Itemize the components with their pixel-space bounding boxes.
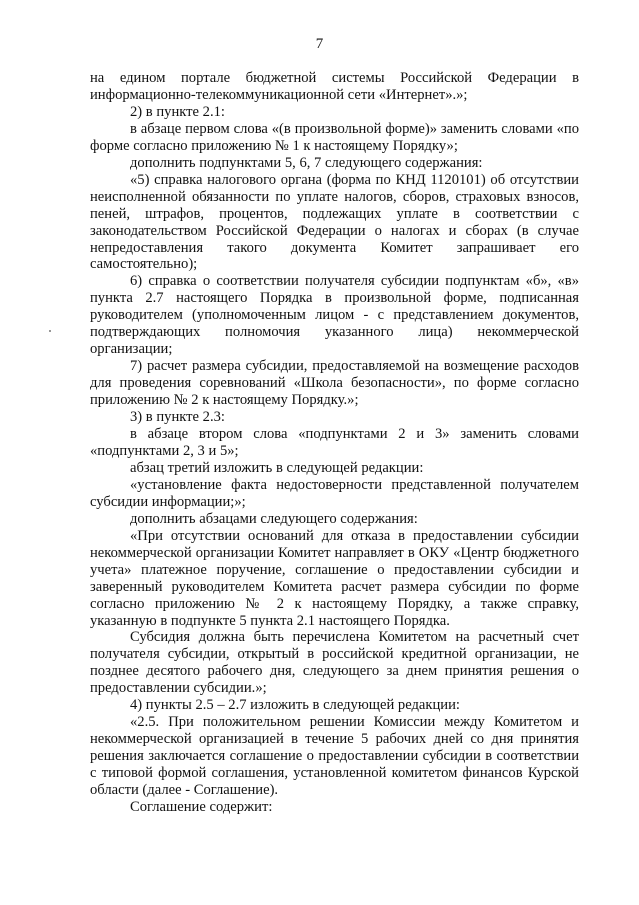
paragraph-add-subitems: дополнить подпунктами 5, 6, 7 следующего содержания: bbox=[130, 154, 483, 171]
paragraph-replace-words: в абзаце первом слова «(в произвольной форме)» заменить словами «по форме согласно приложению № 1 к настоящему Порядку»; bbox=[90, 120, 579, 154]
paragraph-subitem-5: «5) справка налогового органа (форма по КНД 1120101) об отсутствии неисполненной обязанности по уплате налогов, сборов, страховых взносов, пеней, штрафов, процентов, подлежащих уплате в соответствии с законодательством Российской Федерации о налогах и сборах (в случае непредоставления такого документа Комитет запрашивает его самостоятельно); bbox=[90, 171, 579, 273]
paragraph-third-abzac: абзац третий изложить в следующей редакции: bbox=[130, 459, 424, 476]
paragraph-item-4: 4) пункты 2.5 – 2.7 изложить в следующей редакции: bbox=[130, 697, 460, 714]
paragraph-add-abzacs: дополнить абзацами следующего содержания: bbox=[130, 510, 418, 527]
paragraph-no-grounds: «При отсутствии оснований для отказа в предоставлении субсидии некоммерческой организации Комитет направляет в ОКУ «Центр бюджетного учета» платежное поручение, соглашение о предоставлении субсидии и заверенный руководителем Комитета расчет размера субсидии по форме согласно приложению № 2 к настоящему Порядку, а также справку, указанную в подпункте 5 пункта 2.1 настоящего Порядка. bbox=[90, 527, 579, 629]
document-body bbox=[90, 70, 579, 816]
paragraph-subitem-7: 7) расчет размера субсидии, предоставляемой на возмещение расходов для проведения соревнований «Школа безопасности», по форме согласно приложению № 2 к настоящему Порядку.»; bbox=[90, 358, 579, 409]
paragraph-continuation: на едином портале бюджетной системы Российской Федерации в информационно-телекоммуникационной сети «Интернет».»; bbox=[90, 70, 579, 103]
paragraph-item-3: 3) в пункте 2.3: bbox=[130, 409, 225, 426]
page-number: 7 bbox=[315, 36, 324, 52]
paragraph-subitem-6: 6) справка о соответствии получателя субсидии подпунктам «б», «в» пункта 2.7 настоящего Порядка в произвольной форме, подписанная руководителем (уполномоченным лицом - с представлением документов, подтверждающих полномочия указанного лица) некоммерческой организации; bbox=[90, 273, 579, 358]
paragraph-clause-2-5: «2.5. При положительном решении Комиссии между Комитетом и некоммерческой организацией в течение 5 рабочих дней со дня принятия решения заключается соглашение о предоставлении субсидии в соответствии с типовой формой соглашения, установленной комитетом финансов Курской области (далее - Соглашение). bbox=[90, 714, 579, 799]
paragraph-fact-establishment: «установление факта недостоверности представленной получателем субсидии информации;»; bbox=[90, 476, 579, 510]
paragraph-transfer-subsidy: Субсидия должна быть перечислена Комитетом на расчетный счет получателя субсидии, открытый в российской кредитной организации, не позднее десятого рабочего дня, следующего за днем принятия решения о предоставлении субсидии.»; bbox=[90, 629, 579, 697]
scan-dot bbox=[49, 330, 51, 332]
paragraph-agreement-contains: Соглашение содержит: bbox=[130, 798, 273, 815]
paragraph-replace-subitems: в абзаце втором слова «подпунктами 2 и 3» заменить словами «подпунктами 2, 3 и 5»; bbox=[90, 426, 579, 459]
paragraph-item-2: 2) в пункте 2.1: bbox=[130, 103, 225, 120]
